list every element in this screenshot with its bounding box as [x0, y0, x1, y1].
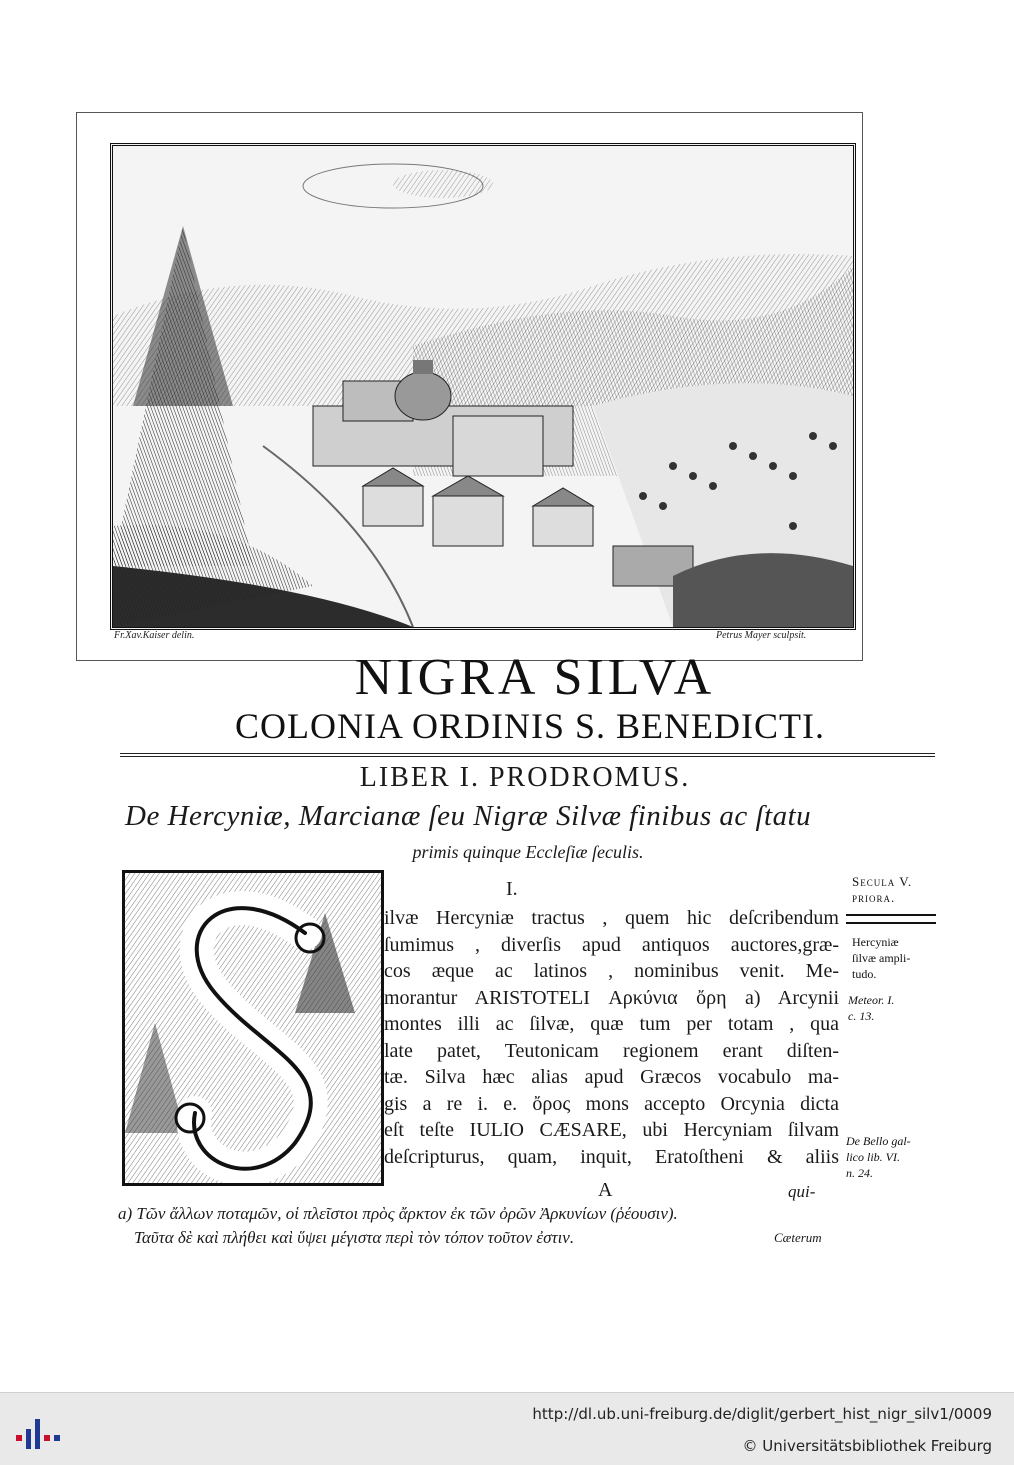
page-title: NIGRA SILVA	[354, 649, 716, 706]
chapter-subtitle: primis quinque Eccleſiæ ſeculis.	[412, 842, 644, 862]
margin-note-line: Hercyniæ	[852, 935, 899, 949]
text-line: cos æque ac latinos , nominibus venit. Me-	[384, 960, 839, 982]
margin-note-hercyniae	[852, 934, 910, 982]
text-line: montes illi ac ſilvæ, quæ tum per totam , qua	[384, 1013, 839, 1035]
margin-note-line: n. 24.	[846, 1166, 873, 1180]
text-line: ilvæ Hercyniæ tractus , quem hic deſcribendum	[384, 907, 839, 929]
text-line: late patet, Teutonicam regionem erant diſten-	[384, 1039, 839, 1062]
margin-note-line: c. 13.	[848, 1009, 875, 1023]
signature-mark: A	[598, 1179, 613, 1201]
text-line: tæ. Silva hæc alias apud Græcos vocabulo ma-	[384, 1066, 839, 1088]
text-line: ſumimus , diverſis apud antiquos auctores,græ-	[384, 933, 839, 956]
catchword: qui-	[788, 1182, 816, 1201]
margin-note-line: Meteor. I.	[848, 993, 895, 1007]
viewer-footer	[0, 1392, 1014, 1465]
margin-note-line: Secula V.	[852, 874, 913, 889]
margin-note-line: De Bello gal-	[846, 1134, 911, 1148]
copyright-notice: © Universitätsbibliothek Freiburg	[742, 1437, 992, 1455]
margin-note-line: lico lib. VI.	[846, 1150, 900, 1164]
page-subtitle: COLONIA ORDINIS S. BENEDICTI.	[235, 706, 825, 746]
monastery-landscape-engraving	[113, 146, 853, 627]
initial-s-icon	[125, 873, 381, 1183]
title-rule	[120, 753, 935, 754]
margin-rule	[846, 914, 936, 924]
margin-note-line: ſilvæ ampli-	[852, 951, 911, 965]
footnote-line: a) Τῶν ἄλλων ποταμῶν, οἱ πλεῖστοι πρὸς ἄρκτον ἐκ τῶν ὀρῶν Ἀρκυνίων (ῥέουσιν).	[118, 1204, 678, 1223]
title-rule-double	[120, 756, 935, 757]
margin-note-secula	[852, 874, 912, 906]
engraving-image	[110, 143, 856, 630]
ub-freiburg-logo-icon[interactable]	[14, 1405, 64, 1455]
engraving-credit-engraved-by: Petrus Mayer sculpsit.	[716, 630, 807, 641]
footnote-catchword: Cæterum	[774, 1230, 822, 1245]
book-heading: LIBER I. PRODROMUS.	[359, 762, 691, 793]
engraving-credit-drawn-by: Fr.Xav.Kaiser delin.	[114, 630, 195, 641]
section-number: I.	[506, 878, 518, 900]
margin-note-bello-gallico	[846, 1133, 911, 1181]
decorated-initial-s	[122, 870, 384, 1186]
chapter-title: De Hercyniæ, Marcianæ ſeu Nigræ Silvæ finibus ac ſtatu	[125, 800, 812, 832]
permalink-url[interactable]: http://dl.ub.uni-freiburg.de/diglit/gerbert_hist_nigr_silv1/0009	[532, 1405, 992, 1423]
footnote-line: Ταῦτα δὲ καὶ πλήθει καὶ ὕψει μέγιστα περὶ τὸν τόπον τοῦτον ἐστιν.	[134, 1228, 575, 1247]
text-line: morantur ARISTOTELI Αρκύνια ὄρη a) Arcynii	[384, 986, 839, 1009]
text-line: gis a re i. e. ὄρος mons accepto Orcynia dicta	[384, 1092, 839, 1115]
text-line: eſt teſte IULIO CÆSARE, ubi Hercyniam ſilvam	[384, 1119, 839, 1141]
text-line: deſcripturus, quam, inquit, Eratoſtheni & aliis	[384, 1145, 839, 1168]
margin-note-line: tudo.	[852, 967, 877, 981]
margin-note-meteor	[848, 992, 894, 1024]
body-paragraph	[384, 905, 839, 1170]
margin-note-line: priora.	[852, 890, 896, 905]
